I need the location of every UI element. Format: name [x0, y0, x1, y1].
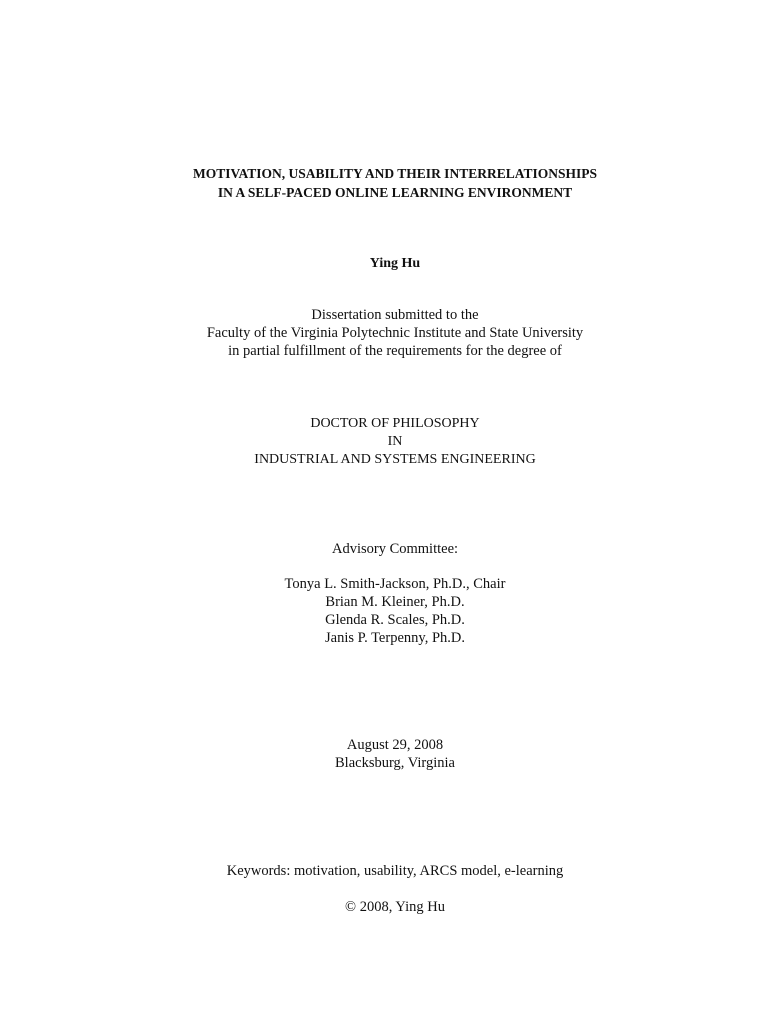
copyright-notice [90, 898, 700, 916]
copyright-line: © 2008, Ying Hu [345, 899, 445, 915]
title-line-2: IN A SELF-PACED ONLINE LEARNING ENVIRONMENT [217, 185, 573, 200]
dissertation-title [90, 164, 700, 202]
submission-date: August 29, 2008 [346, 737, 444, 753]
submission-line-1: Dissertation submitted to the [311, 307, 479, 323]
submission-location: Blacksburg, Virginia [335, 755, 455, 771]
degree-line-1: DOCTOR OF PHILOSOPHY [310, 416, 480, 431]
author-name [90, 255, 700, 273]
submission-statement [90, 306, 700, 360]
submission-line-3: in partial fulfillment of the requirements for the degree of [228, 343, 562, 359]
advisory-label: Advisory Committee: [331, 541, 459, 557]
submission-line-2: Faculty of the Virginia Polytechnic Institute and State University [206, 325, 584, 341]
committee-member: Brian M. Kleiner, Ph.D. [325, 594, 465, 610]
keywords [90, 862, 700, 880]
committee-list [90, 575, 700, 647]
keywords-line: Keywords: motivation, usability, ARCS model, e-learning [226, 863, 564, 879]
title-line-1: MOTIVATION, USABILITY AND THEIR INTERRELATIONSHIPS [193, 166, 597, 181]
advisory-committee-heading [90, 540, 700, 558]
degree-line-3: INDUSTRIAL AND SYSTEMS ENGINEERING [254, 452, 536, 467]
committee-member: Glenda R. Scales, Ph.D. [325, 612, 465, 628]
committee-member: Janis P. Terpenny, Ph.D. [325, 630, 465, 646]
committee-member: Tonya L. Smith-Jackson, Ph.D., Chair [284, 576, 506, 592]
degree-statement [90, 415, 700, 469]
author-line: Ying Hu [369, 256, 421, 271]
degree-line-2: IN [387, 434, 403, 449]
date-location [90, 736, 700, 772]
